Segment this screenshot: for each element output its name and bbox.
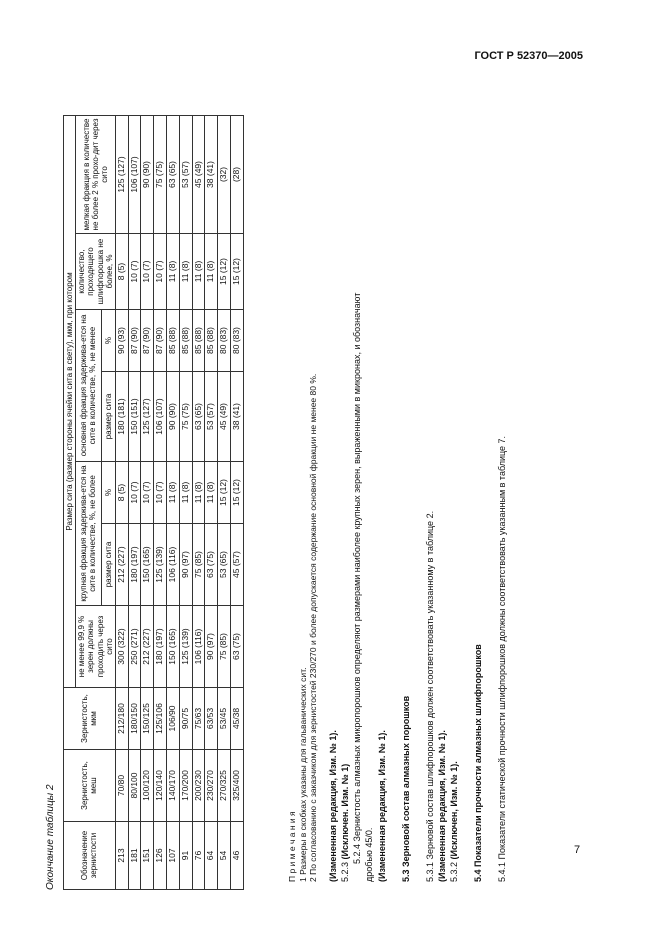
- clause-5-3-2: [448, 42, 460, 882]
- table-cell: 53 (57): [205, 372, 218, 462]
- table-cell: 63/53: [205, 688, 218, 750]
- table-cell: 46: [230, 822, 243, 890]
- table-cell: 125 (127): [115, 115, 128, 233]
- table-row: [192, 115, 205, 889]
- table-cell: 75 (75): [179, 372, 192, 462]
- document-code: ГОСТ Р 52370—2005: [474, 50, 583, 62]
- header-coarse-pct: %: [101, 462, 115, 524]
- header-grit-mesh: Зернистость, меш: [64, 750, 116, 822]
- table-cell: 10 (7): [141, 462, 154, 524]
- table-cell: 106 (116): [167, 524, 180, 606]
- clause-5-2-4-continued: дробью 45/0.: [364, 827, 375, 882]
- table-row: [179, 115, 192, 889]
- table-cell: 100/120: [141, 750, 154, 822]
- table-cell: 11 (8): [179, 462, 192, 524]
- table-row: [230, 115, 243, 889]
- header-designation: Обозначение зернистости: [64, 822, 116, 890]
- note-1: 1 Размеры в скобках указаны для гальванических сит.: [297, 667, 308, 882]
- table-cell: 80 (83): [230, 310, 243, 372]
- table-cell: 150 (165): [167, 606, 180, 688]
- table-cell: 53 (65): [218, 524, 231, 606]
- table-cell: 140/170: [167, 750, 180, 822]
- table-row: [154, 115, 167, 889]
- table-cell: 53/45: [218, 688, 231, 750]
- table-cell: 45/38: [230, 688, 243, 750]
- table-cell: (28): [230, 115, 243, 233]
- table-cell: 8 (5): [115, 462, 128, 524]
- clause-5-2-3: [339, 42, 351, 882]
- header-main-fraction: основная фракция задержива-ется на сите в количестве, %, не менее: [76, 310, 101, 462]
- table-cell: 10 (7): [128, 234, 141, 310]
- table-cell: 90 (97): [205, 606, 218, 688]
- table-cell: 212 (227): [115, 524, 128, 606]
- table-cell: 11 (8): [192, 462, 205, 524]
- table-cell: 250 (271): [128, 606, 141, 688]
- table-body: [115, 115, 243, 889]
- table-cell: 125 (139): [154, 524, 167, 606]
- clause-5-2-4: 5.2.4 Зернистость алмазных микропорошков определяют размерами наиболее крупных зерен, выраженными в микронах, и обозначают: [352, 292, 363, 864]
- table-cell: 38 (41): [230, 372, 243, 462]
- table-cell: 11 (8): [179, 234, 192, 310]
- header-coarse-fraction: крупная фракция задержива-ется на сите в количестве, %, не более: [76, 462, 101, 606]
- table-cell: 8 (5): [115, 234, 128, 310]
- table-cell: 120/140: [154, 750, 167, 822]
- table-cell: 90 (93): [115, 310, 128, 372]
- table-cell: 11 (8): [192, 234, 205, 310]
- header-min-pass: не менее 99,9 % зерен должны проходить через сито: [76, 606, 116, 688]
- table-cell: 150/125: [141, 688, 154, 750]
- amendment-note-1: (Измененная редакция, Изм. № 1).: [328, 730, 338, 882]
- table-cell: 230/270: [205, 750, 218, 822]
- notes-title: П р и м е ч а н и я: [287, 811, 297, 882]
- note-2: 2 По согласованию с заказчиком для зернистостей 230/270 и более допускается содержание основной фракции не менее 80 %.: [308, 373, 319, 882]
- table-cell: 90 (90): [167, 372, 180, 462]
- table-cell: 90/75: [179, 688, 192, 750]
- table-cell: 10 (7): [141, 234, 154, 310]
- table-cell: 45 (49): [192, 115, 205, 233]
- table-cell: 10 (7): [154, 462, 167, 524]
- header-main-sieve-size: размер сита: [101, 372, 115, 462]
- table-cell: 107: [167, 822, 180, 890]
- table-cell: 180 (197): [128, 524, 141, 606]
- table-cell: 11 (8): [167, 234, 180, 310]
- table-cell: 38 (41): [205, 115, 218, 233]
- table-cell: 87 (90): [141, 310, 154, 372]
- table-cell: 270/325: [218, 750, 231, 822]
- table-cell: 106/90: [167, 688, 180, 750]
- amendment-note-3: (Измененная редакция, Изм. № 1).: [436, 730, 447, 882]
- table-cell: 75 (75): [154, 115, 167, 233]
- grain-composition-table: [63, 115, 244, 890]
- table-cell: 126: [154, 822, 167, 890]
- table-cell: 170/200: [179, 750, 192, 822]
- table-cell: 63 (75): [230, 606, 243, 688]
- section-5-4-title: 5.4 Показатели прочности алмазных шлифпорошков: [473, 644, 484, 882]
- table-cell: 85 (88): [167, 310, 180, 372]
- header-fine-fraction: мелкая фракция в количестве не более 2 % прохо-дит через сито: [76, 115, 116, 233]
- table-cell: 54: [218, 822, 231, 890]
- clause-5-3-2-number: 5.3.2: [449, 861, 460, 882]
- table-cell: (32): [218, 115, 231, 233]
- table-cell: 90 (90): [141, 115, 154, 233]
- header-grit-um: Зернистость, мкм: [64, 688, 116, 750]
- table-cell: 80 (83): [218, 310, 231, 372]
- table-cell: 63 (65): [192, 372, 205, 462]
- table-cell: 151: [141, 822, 154, 890]
- table-cell: 11 (8): [205, 462, 218, 524]
- table-cell: 85 (88): [179, 310, 192, 372]
- table-cell: 75 (85): [218, 606, 231, 688]
- table-cell: 53 (57): [179, 115, 192, 233]
- table-cell: 150 (151): [128, 372, 141, 462]
- table-cell: 180 (197): [154, 606, 167, 688]
- table-cell: 11 (8): [167, 462, 180, 524]
- table-cell: 15 (12): [230, 234, 243, 310]
- table-cell: 90 (97): [179, 524, 192, 606]
- table-cell: 300 (322): [115, 606, 128, 688]
- table-cell: 63 (65): [167, 115, 180, 233]
- header-fine-amount: количество, проходящего шлифпорошка не более, %: [76, 234, 116, 310]
- header-sieve-group: Размер сита (размер стороны ячейки сита в свету), мкм, при котором: [64, 115, 76, 687]
- table-cell: 106 (116): [192, 606, 205, 688]
- table-cell: 75 (85): [192, 524, 205, 606]
- table-cell: 10 (7): [154, 234, 167, 310]
- table-caption: Окончание таблицы 2: [45, 784, 56, 890]
- table-cell: 85 (88): [192, 310, 205, 372]
- table-cell: 325/400: [230, 750, 243, 822]
- table-cell: 200/230: [192, 750, 205, 822]
- table-cell: 64: [205, 822, 218, 890]
- table-notes: [287, 374, 319, 882]
- clause-5-3-2-text: (Исключен, Изм. № 1).: [449, 761, 460, 860]
- header-main-pct: %: [101, 310, 115, 372]
- page-number: 7: [574, 844, 581, 856]
- table-row: [167, 115, 180, 889]
- table-cell: 75/63: [192, 688, 205, 750]
- table-cell: 63 (75): [205, 524, 218, 606]
- table-cell: 150 (165): [141, 524, 154, 606]
- table-cell: 91: [179, 822, 192, 890]
- table-cell: 212 (227): [141, 606, 154, 688]
- table-cell: 180 (181): [115, 372, 128, 462]
- clause-5-4-1: 5.4.1 Показатели статической прочности шлифпорошков должны соответствовать указанным в таблице 7.: [497, 435, 508, 882]
- table-cell: 70/80: [115, 750, 128, 822]
- table-cell: 213: [115, 822, 128, 890]
- section-text: [327, 42, 509, 882]
- table-cell: 87 (90): [154, 310, 167, 372]
- table-cell: 15 (12): [218, 462, 231, 524]
- table-cell: 106 (107): [128, 115, 141, 233]
- table-row: [141, 115, 154, 889]
- clause-5-2-3-text: (Исключен. Изм. № 1): [340, 763, 351, 860]
- header-coarse-sieve-size: размер сита: [101, 524, 115, 606]
- table-cell: 45 (49): [218, 372, 231, 462]
- table-cell: 87 (90): [128, 310, 141, 372]
- table-cell: 80/100: [128, 750, 141, 822]
- table-cell: 45 (57): [230, 524, 243, 606]
- table-cell: 181: [128, 822, 141, 890]
- table-row: [115, 115, 128, 889]
- table-cell: 10 (7): [128, 462, 141, 524]
- table-cell: 125/106: [154, 688, 167, 750]
- clause-5-2-3-number: 5.2.3: [340, 861, 351, 882]
- table-cell: 15 (12): [230, 462, 243, 524]
- table-cell: 212/180: [115, 688, 128, 750]
- rotated-page-content: [45, 40, 605, 890]
- table-cell: 11 (8): [205, 234, 218, 310]
- table-cell: 106 (107): [154, 372, 167, 462]
- amendment-note-2: (Измененная редакция, Изм. № 1).: [376, 730, 387, 882]
- table-cell: 125 (127): [141, 372, 154, 462]
- table-row: [218, 115, 231, 889]
- section-5-3-title: 5.3 Зерновой состав алмазных порошков: [400, 695, 411, 882]
- table-cell: 76: [192, 822, 205, 890]
- table-row: [128, 115, 141, 889]
- table-row: [205, 115, 218, 889]
- table-cell: 85 (88): [205, 310, 218, 372]
- table-cell: 125 (139): [179, 606, 192, 688]
- table-cell: 15 (12): [218, 234, 231, 310]
- clause-5-3-1: 5.3.1 Зерновой состав шлифпорошков должен соответствовать указанному в таблице 2.: [424, 510, 435, 882]
- table-cell: 180/150: [128, 688, 141, 750]
